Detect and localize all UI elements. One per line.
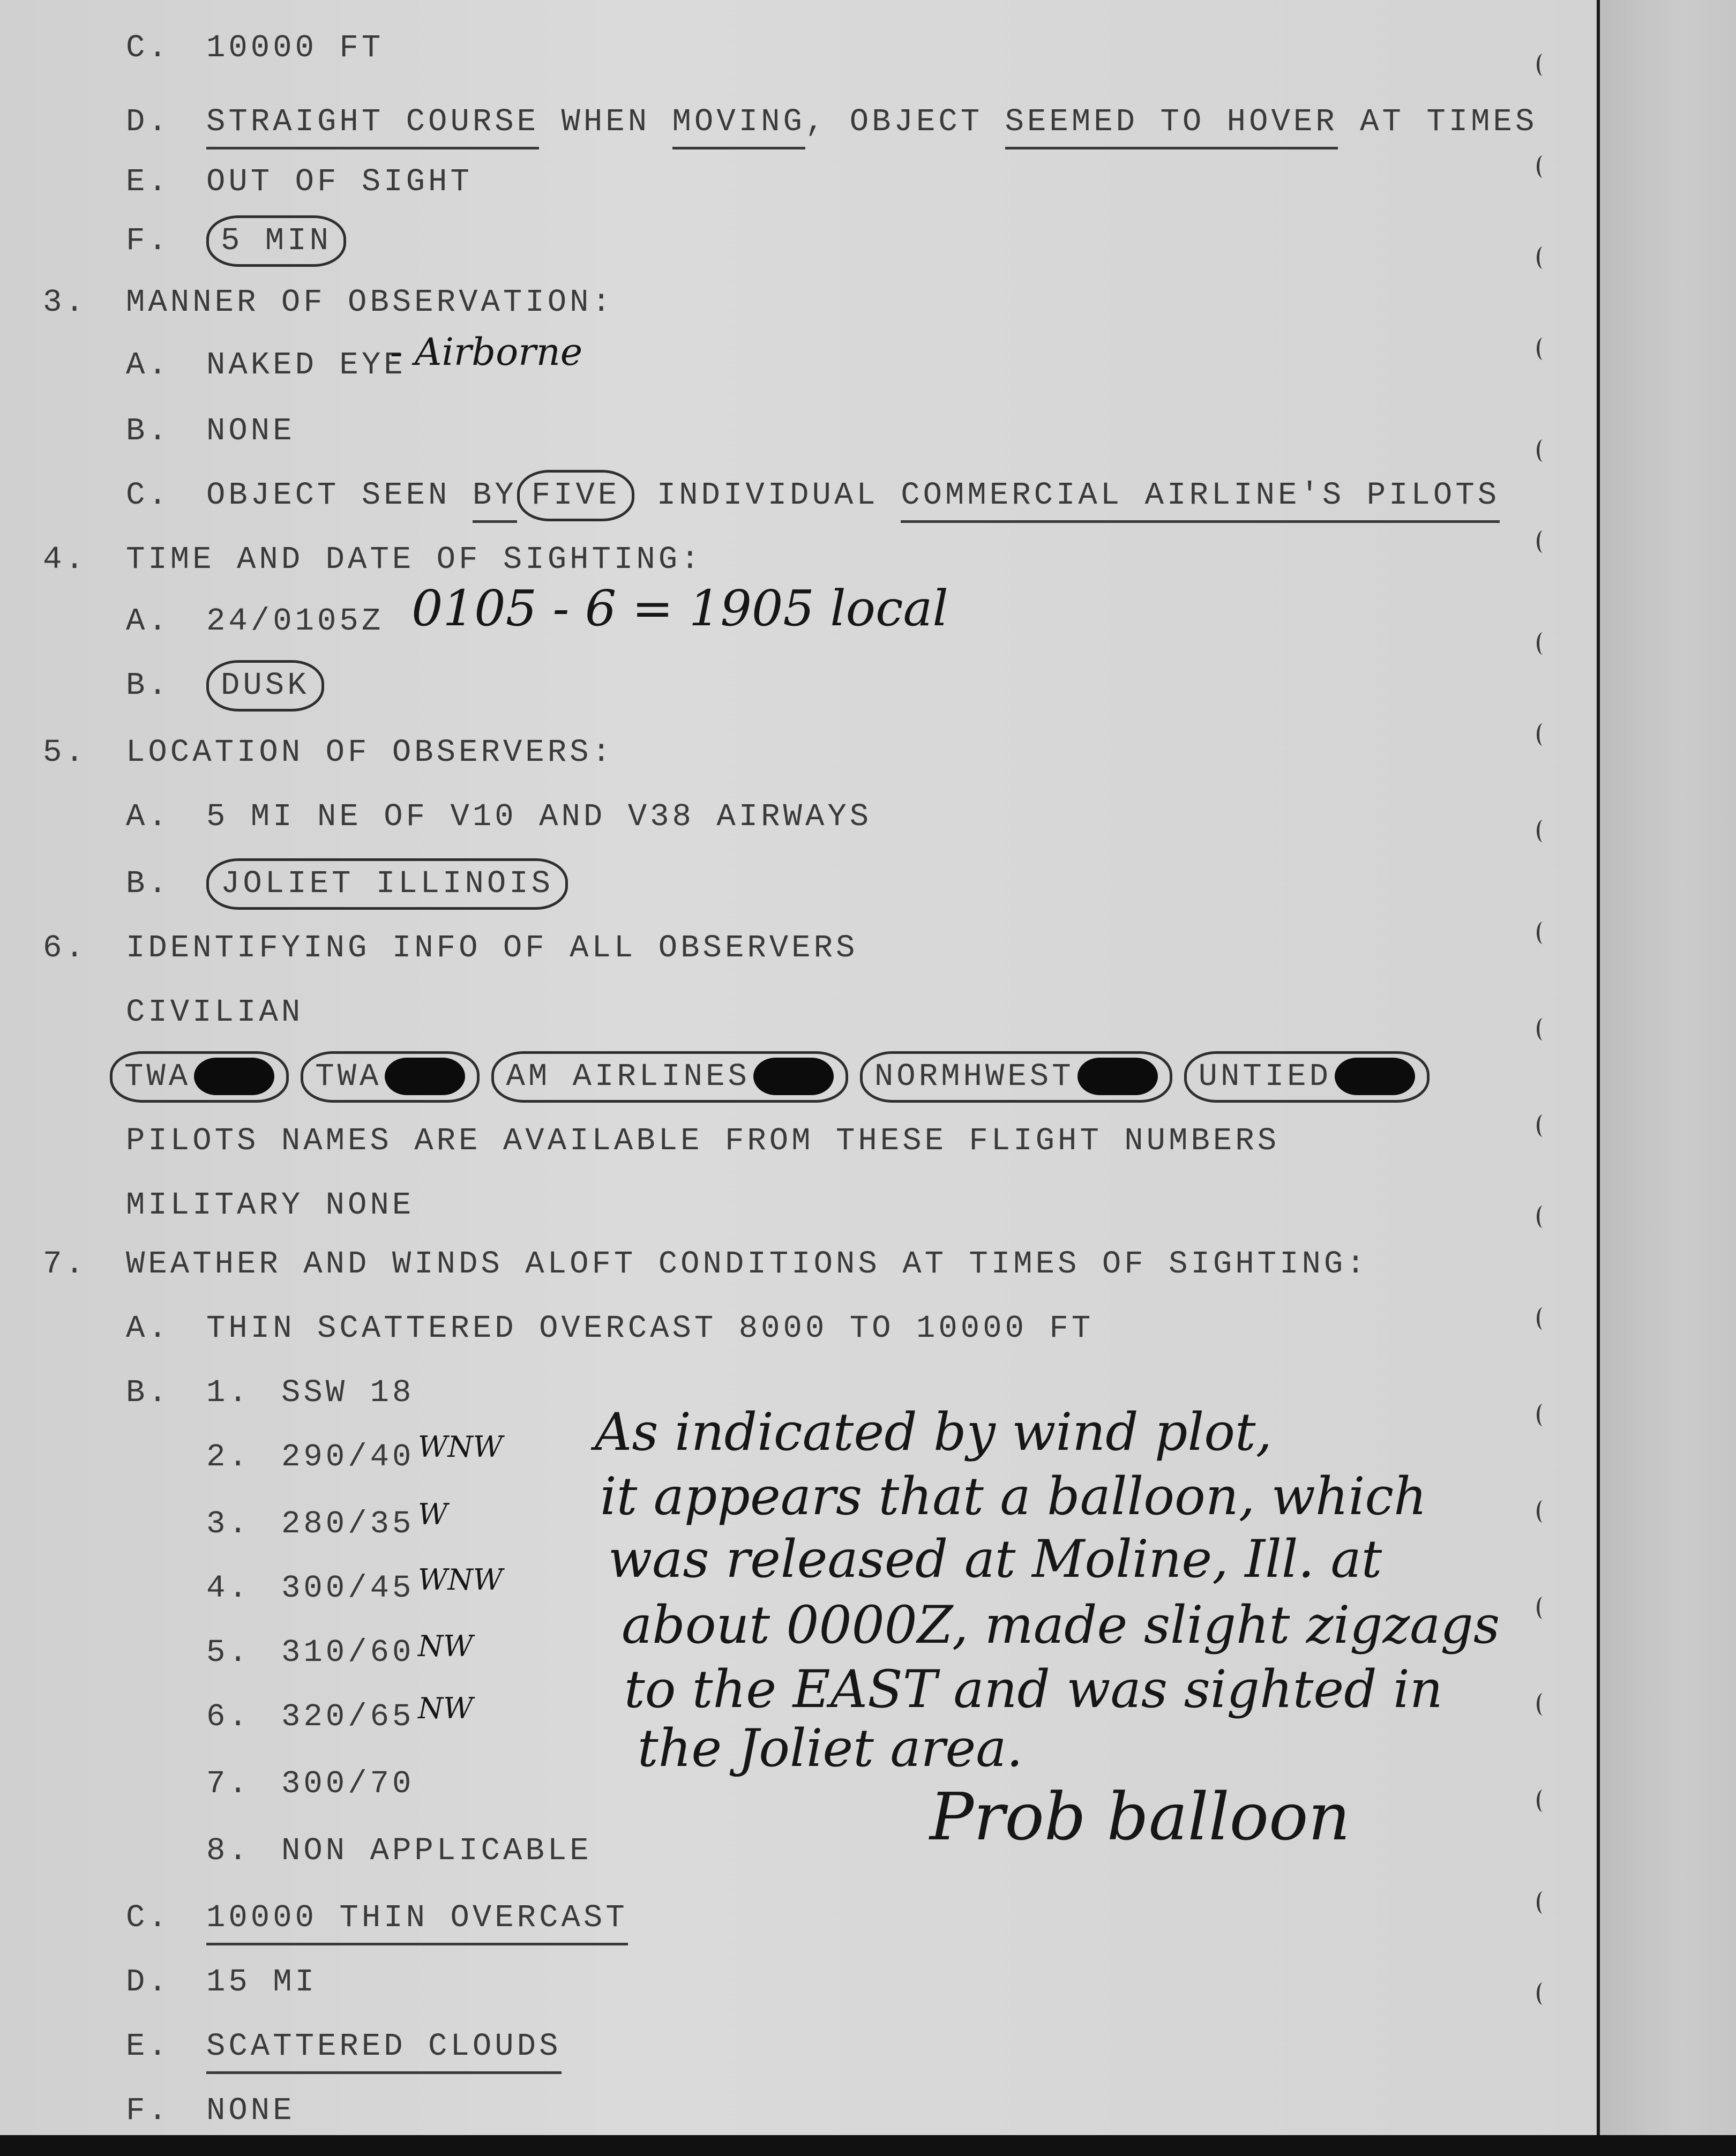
line-text: 300/45 [281,1570,415,1606]
item-number: A. [126,347,170,383]
sub-item-number: 2. [206,1439,251,1475]
underlined-text: COMMERCIAL AIRLINE'S PILOTS [901,471,1500,523]
item-number: C. [126,1900,170,1936]
item-number: 6. [43,930,87,966]
handwritten-note-line: to the EAST and was sighted in [624,1659,1443,1719]
item-number: D. [126,104,170,140]
handwritten-wind-3: W [418,1498,448,1531]
line-6-civ [126,980,303,1045]
margin-punch-mark [1537,1597,1549,1619]
line-6-pilots [126,1109,1279,1173]
handwritten-wind-4: WNW [418,1563,503,1597]
line-text: 300/70 [281,1766,415,1802]
redaction-mark [1077,1058,1158,1095]
sub-item-number: 4. [206,1570,251,1606]
line-7c [126,1886,628,1950]
handwritten-airborne: - Airborne [390,330,583,374]
line-2e [126,150,473,214]
margin-punch-mark [1537,1307,1549,1330]
margin-punch-mark [1537,1982,1549,2005]
item-number: C. [126,30,170,66]
line-7b7 [126,1752,414,1816]
line-text: OUT OF SIGHT [206,164,473,200]
line-6-mil [126,1173,414,1238]
line-7a [126,1297,1094,1361]
redacted-flight-entry [1184,1051,1430,1103]
line-text: IDENTIFYING INFO OF ALL OBSERVERS [126,930,858,966]
margin-punch-mark [1537,530,1549,553]
sub-item-number: 1. [206,1375,251,1411]
line-7 [43,1232,1368,1297]
line-7b1 [126,1361,414,1425]
handwritten-wind-6: NW [418,1691,473,1725]
redacted-flight-entry [110,1051,289,1103]
redaction-mark [194,1058,274,1095]
line-text: MILITARY NONE [126,1187,415,1223]
handwritten-local-time: 0105 - 6 = 1905 local [411,580,948,637]
line-5a [126,785,872,849]
line-7b2 [126,1425,414,1489]
handwritten-note-line: was released at Moline, Ill. at [608,1529,1382,1589]
margin-punch-mark [1537,820,1549,842]
redacted-flight-entry [491,1051,848,1103]
line-text: NONE [206,413,295,449]
line-2f [126,209,346,273]
line-text: CIVILIAN [126,994,304,1030]
line-3a [126,333,406,398]
line-2d [126,90,1537,154]
airline-name: TWA [124,1059,191,1095]
line-3b [126,399,295,463]
handwritten-note-line: As indicated by wind plot, [595,1402,1273,1462]
margin-punch-mark [1537,723,1549,746]
line-text: INDIVIDUAL [634,477,901,513]
item-number: B. [126,866,170,902]
line-text: 5 MI NE OF V10 AND V38 AIRWAYS [206,799,872,835]
circled-text: JOLIET ILLINOIS [206,858,568,910]
handwritten-wind-2: WNW [418,1430,503,1464]
airline-name: TWA [315,1059,382,1095]
margin-punch-mark [1537,1790,1549,1812]
line-text: MANNER OF OBSERVATION: [126,285,614,320]
sub-item-number: 8. [206,1833,251,1869]
margin-punch-mark [1537,54,1549,76]
line-text: NAKED EYE [206,347,406,383]
airline-name: NORMHWEST [874,1059,1074,1095]
line-4b [126,654,324,718]
line-text: 290/40 [281,1439,415,1475]
underlined-text: MOVING [672,98,805,149]
line-text: NONE [206,2093,295,2129]
item-number: E. [126,164,170,200]
item-number: F. [126,223,170,259]
line-7b6 [126,1685,414,1749]
handwritten-wind-5: NW [418,1629,473,1663]
line-text: THIN SCATTERED OVERCAST 8000 TO 10000 FT [206,1311,1094,1346]
margin-punch-mark [1537,922,1549,944]
underlined-text: 10000 THIN OVERCAST [206,1893,628,1945]
line-text: 280/35 [281,1506,415,1542]
line-text: WEATHER AND WINDS ALOFT CONDITIONS AT TIMES OF SIGHTING: [126,1246,1368,1282]
line-text: 310/60 [281,1635,415,1671]
item-number: F. [126,2093,170,2129]
item-number: C. [126,477,170,513]
airline-name: AM AIRLINES [506,1059,750,1095]
line-5 [43,721,614,785]
handwritten-conclusion: Prob balloon [930,1779,1351,1855]
item-number: 3. [43,285,87,320]
circled-text: FIVE [517,470,635,521]
redacted-flight-entry [860,1051,1172,1103]
redacted-flight-entry [301,1051,480,1103]
line-text: , OBJECT [805,104,1005,140]
line-6-airlines [110,1045,1441,1109]
line-text: 15 MI [206,1964,318,2000]
line-text: NON APPLICABLE [281,1833,592,1869]
line-2c [126,16,384,80]
item-number: E. [126,2028,170,2064]
line-4a [126,589,384,654]
sub-item-number: 7. [206,1766,251,1802]
line-text: PILOTS NAMES ARE AVAILABLE FROM THESE FLIGHT NUMBERS [126,1123,1280,1159]
line-3c [126,463,1500,528]
line-7b8 [126,1819,592,1883]
margin-punch-mark [1537,155,1549,178]
item-number: 5. [43,735,87,770]
line-text: WHEN [539,104,672,140]
margin-punch-mark [1537,1018,1549,1040]
margin-punch-mark [1537,439,1549,462]
line-text: LOCATION OF OBSERVERS: [126,735,614,770]
margin-punch-mark [1537,632,1549,655]
item-number: A. [126,603,170,639]
item-number: B. [126,668,170,703]
margin-punch-mark [1537,1500,1549,1523]
underlined-text: BY [473,471,517,523]
margin-punch-mark [1537,246,1549,269]
item-number: B. [126,413,170,449]
item-number: B. [126,1375,170,1411]
line-text: TIME AND DATE OF SIGHTING: [126,542,703,578]
margin-punch-mark [1537,1693,1549,1716]
handwritten-note-line: it appears that a balloon, which [600,1466,1427,1526]
item-number: A. [126,1311,170,1346]
underlined-text: SCATTERED CLOUDS [206,2022,562,2074]
margin-punch-mark [1537,1206,1549,1228]
line-3 [43,271,614,335]
item-number: D. [126,1964,170,2000]
item-number: 7. [43,1246,87,1282]
handwritten-note-line: about 0000Z, made slight zigzags [622,1595,1500,1655]
item-number: A. [126,799,170,835]
margin-punch-mark [1537,1404,1549,1426]
circled-text: DUSK [206,660,324,712]
underlined-text: SEEMED TO HOVER [1005,98,1338,149]
line-text: 24/0105Z [206,603,384,639]
sub-item-number: 3. [206,1506,251,1542]
airline-name: UNTIED [1198,1059,1331,1095]
line-text: AT TIMES [1337,104,1538,140]
line-text: 10000 FT [206,30,384,66]
line-text: OBJECT SEEN [206,477,473,513]
line-7b3 [126,1492,414,1556]
line-7f [126,2079,295,2143]
margin-punch-mark [1537,1891,1549,1914]
line-6 [43,916,858,980]
redaction-mark [1335,1058,1415,1095]
redaction-mark [753,1058,834,1095]
sub-item-number: 5. [206,1635,251,1671]
margin-strip [1600,0,1736,2156]
item-number: 4. [43,542,87,578]
line-text: 320/65 [281,1699,415,1735]
line-7d [126,1950,317,2015]
line-5b [126,852,568,916]
sub-item-number: 6. [206,1699,251,1735]
underlined-text: STRAIGHT COURSE [206,98,539,149]
line-7b5 [126,1621,414,1685]
line-text: SSW 18 [281,1375,415,1411]
line-7b4 [126,1556,414,1621]
handwritten-note-line: the Joliet area. [638,1718,1023,1778]
line-7e [126,2015,562,2079]
circled-text: 5 MIN [206,215,346,267]
redaction-mark [385,1058,465,1095]
margin-punch-mark [1537,1114,1549,1137]
margin-punch-mark [1537,338,1549,360]
